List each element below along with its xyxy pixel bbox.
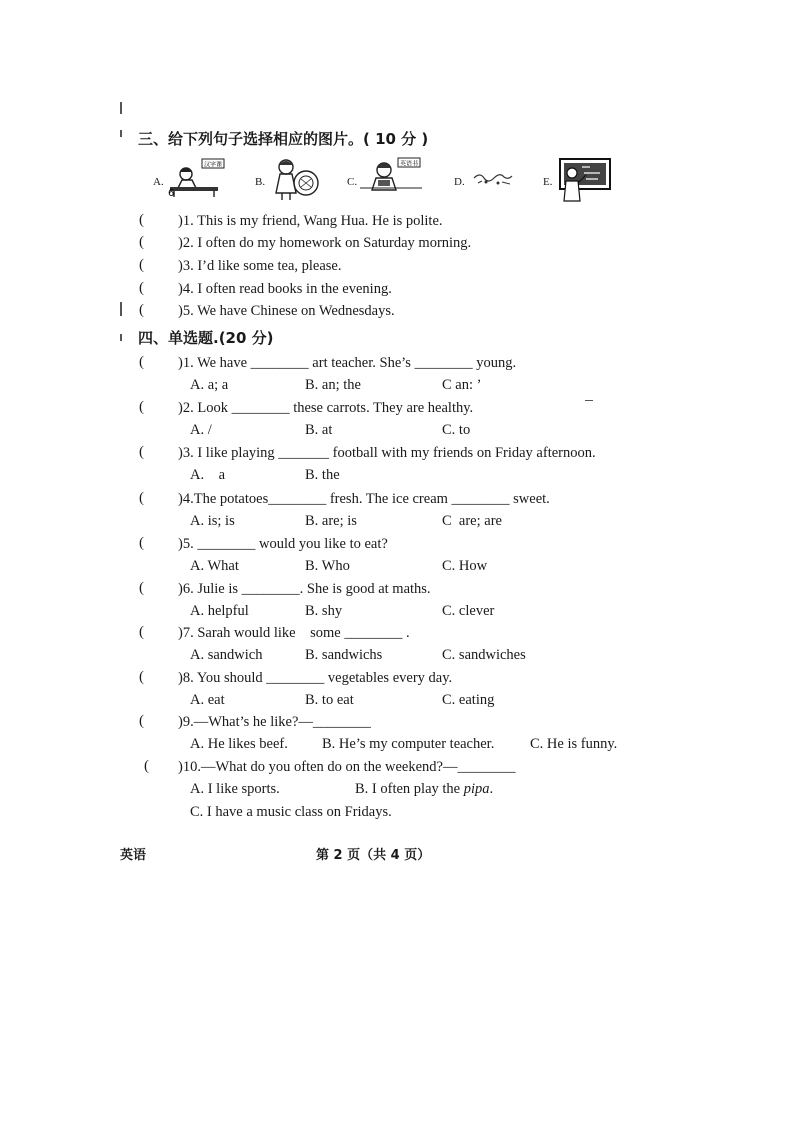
picture-c-girl-reading (358, 156, 424, 198)
picture-d-sketch (472, 168, 516, 190)
s4-q6-option-c: C. clever (442, 603, 495, 619)
answer-paren: ( (139, 535, 144, 551)
s4-q3-option-b: B. the (305, 467, 340, 483)
s3-q2: )2. I often do my homework on Saturday morning. (178, 235, 472, 251)
s4-q9-option-b: B. He’s my computer teacher. (322, 736, 495, 752)
picture-b-polite-boy (266, 157, 324, 201)
scan-mark (120, 130, 122, 137)
s4-q6-option-a: A. helpful (190, 603, 249, 619)
section3-title: 三、给下列句子选择相应的图片。( 10 分 ) (138, 130, 429, 148)
s4-q2-option-c: C. to (442, 422, 471, 438)
answer-paren: ( (139, 280, 144, 296)
picture-c-sign-text: 英语书 (399, 160, 419, 168)
s4-q4: )4.The potatoes________ fresh. The ice cream ________ sweet. (178, 491, 550, 507)
s4-q4-option-a: A. is; is (190, 513, 235, 529)
answer-paren: ( (139, 234, 144, 250)
s4-q8: )8. You should ________ vegetables every day. (178, 670, 453, 686)
picture-label-a: A. (153, 176, 164, 188)
s4-q7: )7. Sarah would like some ________ . (178, 625, 410, 641)
s4-q1: )1. We have ________ art teacher. She’s ________ young. (178, 355, 517, 371)
answer-paren: ( (139, 257, 144, 273)
picture-label-e: E. (543, 176, 553, 188)
picture-e-teacher-board (556, 157, 612, 203)
s4-q10-option-c: C. I have a music class on Fridays. (190, 804, 392, 820)
s4-q10-option-a: A. I like sports. (190, 781, 280, 797)
answer-paren: ( (139, 212, 144, 228)
s4-q2: )2. Look ________ these carrots. They are healthy. (178, 400, 474, 416)
answer-paren: ( (139, 354, 144, 370)
scan-mark (585, 400, 593, 401)
answer-paren: ( (139, 713, 144, 729)
answer-paren: ( (139, 399, 144, 415)
s4-q6-option-b: B. shy (305, 603, 343, 619)
s4-q9-option-a: A. He likes beef. (190, 736, 288, 752)
s3-q1: )1. This is my friend, Wang Hua. He is polite. (178, 213, 443, 229)
s4-q3: )3. I like playing _______ football with my friends on Friday afternoon. (178, 445, 596, 461)
s4-q9-option-c: C. He is funny. (530, 736, 618, 752)
s4-q9: )9.—What’s he like?—________ (178, 714, 371, 730)
picture-a-boy-homework (166, 158, 226, 198)
s4-q7-option-a: A. sandwich (190, 647, 263, 663)
s4-q7-option-c: C. sandwiches (442, 647, 526, 663)
answer-paren: ( (139, 302, 144, 318)
s4-q1-option-a: A. a; a (190, 377, 229, 393)
answer-paren: ( (139, 624, 144, 640)
section4-title: 四、单选题.(20 分) (138, 329, 274, 347)
s4-q10: )10.—What do you often do on the weekend?—________ (178, 759, 516, 775)
s4-q4-option-c: C are; are (442, 513, 502, 529)
s4-q5-option-a: A. What (190, 558, 239, 574)
s4-q8-option-c: C. eating (442, 692, 495, 708)
footer-subject: 英语 (120, 848, 147, 863)
s4-q2-option-a: A. / (190, 422, 212, 438)
answer-paren: ( (144, 758, 149, 774)
svg-text:6: 6 (168, 188, 175, 198)
picture-label-d: D. (454, 176, 465, 188)
s4-q5-option-c: C. How (442, 558, 488, 574)
answer-paren: ( (139, 444, 144, 460)
s3-q3: )3. I’d like some tea, please. (178, 258, 342, 274)
answer-paren: ( (139, 669, 144, 685)
s4-q7-option-b: B. sandwichs (305, 647, 383, 663)
footer-page-number: 第 2 页（共 4 页） (316, 848, 431, 863)
picture-label-b: B. (255, 176, 266, 188)
scan-mark (120, 302, 122, 316)
s4-q6: )6. Julie is ________. She is good at maths. (178, 581, 431, 597)
answer-paren: ( (139, 580, 144, 596)
s4-q1-option-c: C an: ’ (442, 377, 482, 393)
s4-q5-option-b: B. Who (305, 558, 350, 574)
s3-q4: )4. I often read books in the evening. (178, 281, 392, 297)
answer-paren: ( (139, 490, 144, 506)
s4-q10-option-b: B. I often play the pipa. (355, 781, 494, 797)
s4-q8-option-b: B. to eat (305, 692, 354, 708)
s3-q5: )5. We have Chinese on Wednesdays. (178, 303, 395, 319)
picture-label-c: C. (347, 176, 358, 188)
picture-a-sign-text: 汉字课 (203, 161, 223, 169)
scan-mark (120, 334, 122, 341)
s4-q5: )5. ________ would you like to eat? (178, 536, 388, 552)
scan-mark (120, 102, 122, 114)
s4-q1-option-b: B. an; the (305, 377, 361, 393)
s4-q4-option-b: B. are; is (305, 513, 357, 529)
s4-q8-option-a: A. eat (190, 692, 225, 708)
s4-q3-option-a: A. a (190, 467, 226, 483)
s4-q2-option-b: B. at (305, 422, 333, 438)
